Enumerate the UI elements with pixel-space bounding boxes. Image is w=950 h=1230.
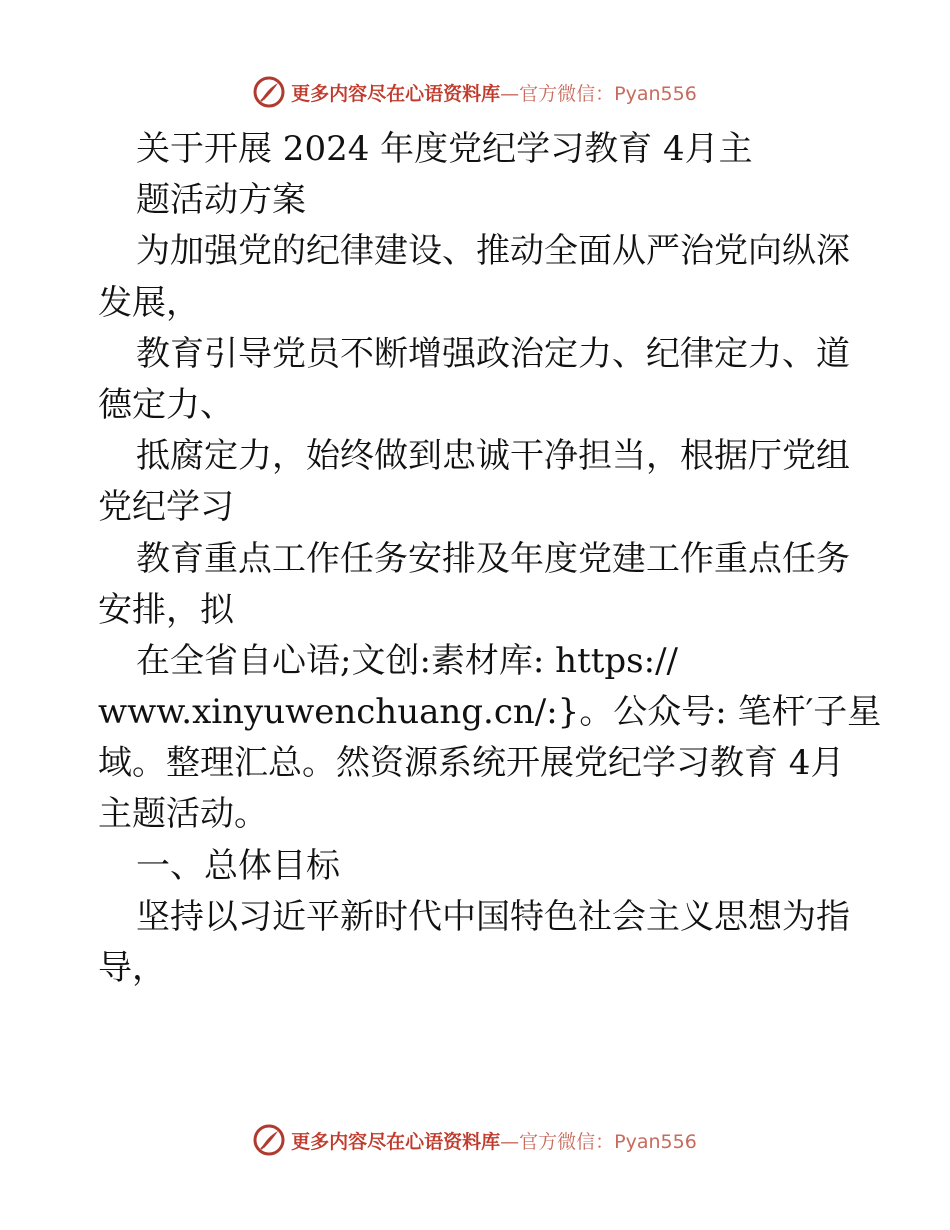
doc-paragraph-line: 发展， <box>98 282 200 323</box>
doc-paragraph-line: 导， <box>98 948 166 988</box>
doc-title-line-2: 题活动方案 <box>136 180 306 221</box>
doc-paragraph-line: 域。整理汇总。然资源系统开展党纪学习教育 4月 <box>98 743 845 784</box>
doc-paragraph-line: 为加强党的纪律建设、推动全面从严治党向纵深 <box>136 231 850 272</box>
doc-paragraph-line: 德定力、 <box>98 384 234 425</box>
doc-title-line-1: 关于开展 2024 年度党纪学习教育 4月主 <box>136 129 753 169</box>
doc-paragraph-line: 坚持以习近平新时代中国特色社会主义思想为指 <box>136 896 850 937</box>
doc-paragraph-line: 安排，拟 <box>98 589 234 630</box>
footer-watermark-rest: —官方微信：Pyan556 <box>500 1130 697 1153</box>
doc-paragraph-line: 党纪学习 <box>98 487 234 528</box>
header-watermark-banner <box>0 72 950 112</box>
header-watermark-rest: —官方微信：Pyan556 <box>500 82 697 105</box>
doc-paragraph-line: 在全省自心语;文创:素材库: https:// <box>136 640 678 681</box>
feather-badge-icon <box>253 1124 285 1156</box>
doc-paragraph-line: 教育引导党员不断增强政治定力、纪律定力、道 <box>136 333 850 374</box>
header-watermark-main: 更多内容尽在心语资料库 <box>291 82 501 105</box>
header-watermark-text <box>291 79 697 106</box>
footer-watermark-main: 更多内容尽在心语资料库 <box>291 1130 501 1153</box>
doc-paragraph-line: www.xinyuwenchuang.cn/:}。公众号: 笔杆′子星 <box>98 692 882 733</box>
footer-watermark-banner <box>0 1120 950 1160</box>
doc-paragraph-line: 教育重点工作任务安排及年度党建工作重点任务 <box>136 538 850 579</box>
doc-paragraph-line: 抵腐定力，始终做到忠诚干净担当，根据厅党组 <box>136 436 850 477</box>
document-body <box>98 124 882 994</box>
feather-badge-icon <box>253 76 285 108</box>
doc-section-heading: 一、总体目标 <box>136 845 340 886</box>
doc-paragraph-line: 主题活动。 <box>98 794 268 835</box>
footer-watermark-text <box>291 1127 697 1154</box>
